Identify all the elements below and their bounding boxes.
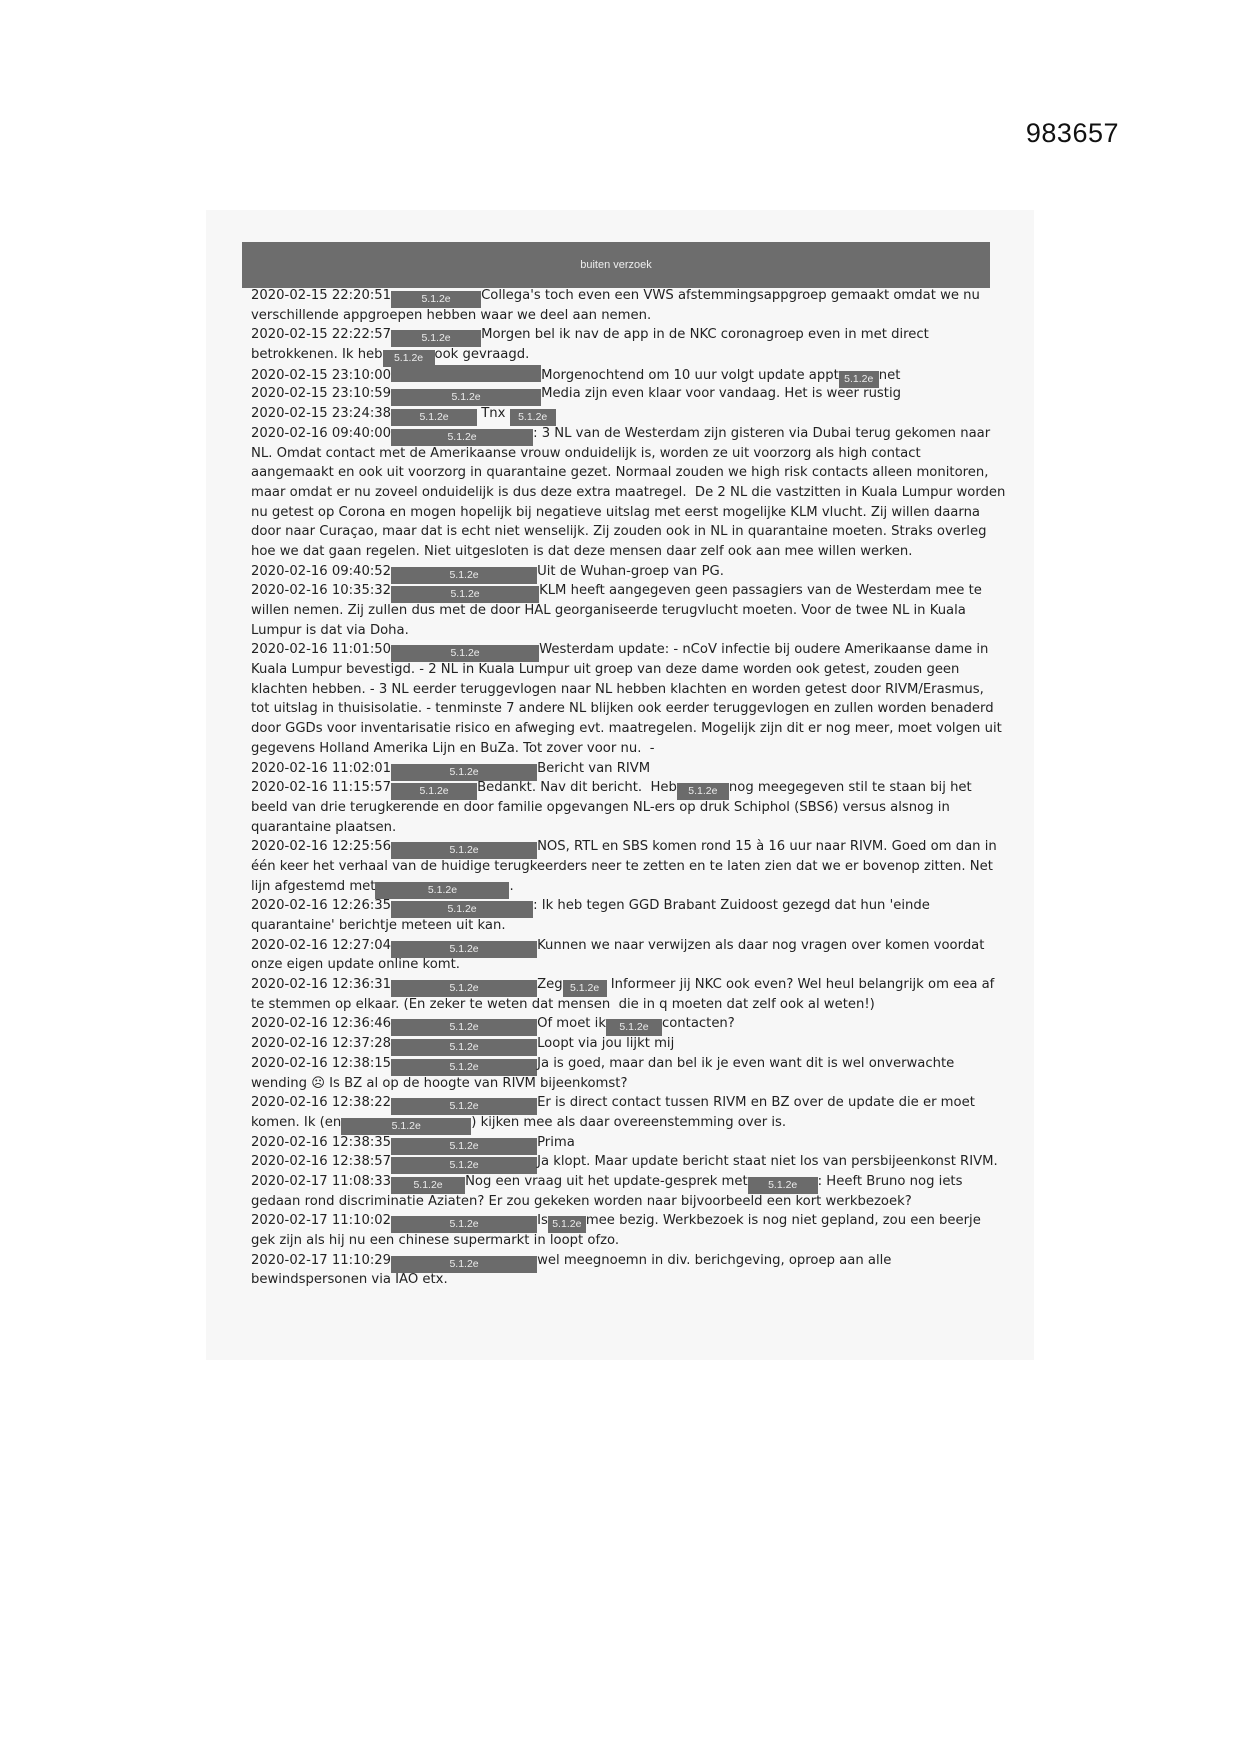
message-line <box>251 778 995 798</box>
message-line <box>251 818 995 838</box>
message-text: quarantaine' berichtje meteen uit kan. <box>251 918 506 933</box>
message-line <box>251 1074 995 1094</box>
message-text: 2020-02-16 10:35:32 <box>251 583 392 599</box>
message-text: gegevens Holland Amerika Lijn en BuZa. Tot zover voor nu. - <box>251 740 655 756</box>
message-line <box>251 306 995 326</box>
message-text: Er is direct contact tussen RIVM en BZ over de update die er moet <box>537 1095 975 1111</box>
message-text: Tnx <box>477 406 510 422</box>
message-text: lijn afgestemd met <box>251 878 376 894</box>
message-text: beeld van drie terugkerende en door familie opgevangen NL-ers op druk Schiphol (SBS6) versus alsnog in <box>251 799 950 815</box>
message-line <box>251 542 995 562</box>
redaction-box: 5.1.2e <box>391 1256 537 1273</box>
message-text: Lumpur is dat via Doha. <box>251 622 409 638</box>
message-text: Loopt via jou lijkt mij <box>537 1036 675 1052</box>
message-text: 2020-02-17 11:10:29 <box>251 1252 392 1268</box>
redaction-box: 5.1.2e <box>391 1157 537 1174</box>
message-line <box>251 1231 995 1251</box>
message-line <box>251 483 1006 503</box>
message-text: 2020-02-16 11:02:01 <box>251 760 392 776</box>
message-text: 2020-02-16 12:36:46 <box>251 1016 392 1032</box>
redaction-box: 5.1.2e <box>391 1019 537 1036</box>
message-text: willen nemen. Zij zullen dus met de door HAL georganiseerde terugvlucht moeten. Voor de twee NL in Kuala <box>251 603 966 618</box>
redaction-box: 5.1.2e <box>391 783 477 800</box>
message-line <box>251 286 995 306</box>
message-text: verschillende appgroepen hebben waar we deel aan nemen. <box>251 307 652 323</box>
redaction-box: 5.1.2e <box>839 371 879 388</box>
message-text: Collega's toch even een VWS afstemmingsappgroep gemaakt omdat we nu <box>481 288 980 303</box>
message-line <box>251 1270 995 1290</box>
message-text: 2020-02-16 09:40:52 <box>251 563 392 579</box>
message-text: tot uitslag in thuisisolatie. - tenminste 7 andere NL blijken ook eerder teruggevlogen en zullen worden benaderd <box>251 701 994 717</box>
message-line <box>251 719 1002 739</box>
message-line <box>251 896 995 916</box>
message-line <box>251 955 995 975</box>
message-text: 2020-02-16 12:25:56 <box>251 839 392 855</box>
message-line <box>251 444 995 464</box>
message-line <box>251 404 995 424</box>
message-text: 2020-02-16 12:38:57 <box>251 1154 392 1170</box>
redaction-box: 5.1.2e <box>391 567 537 584</box>
redaction-box: 5.1.2e <box>391 330 481 347</box>
message-line <box>251 562 995 582</box>
message-text: Westerdam update: - nCoV infectie bij oudere Amerikaanse dame in <box>539 642 989 658</box>
message-text: net <box>878 367 901 383</box>
message-line <box>251 522 995 542</box>
message-text: KLM heeft aangegeven geen passagiers van de Westerdam mee te <box>539 583 982 599</box>
message-text: Of moet ik <box>537 1016 606 1032</box>
redaction-box: 5.1.2e <box>391 901 533 918</box>
message-text: mee bezig. Werkbezoek is nog niet gepland, zou een beerje <box>585 1213 981 1229</box>
message-line <box>251 384 995 404</box>
redaction-box: 5.1.2e <box>383 350 435 367</box>
message-text: Uit de Wuhan-groep van PG. <box>537 563 724 579</box>
message-text: 2020-02-16 12:38:35 <box>251 1134 392 1150</box>
redaction-box: 5.1.2e <box>391 1098 537 1115</box>
message-text: bewindspersonen via IAO etx. <box>251 1272 448 1288</box>
message-line <box>251 1251 995 1271</box>
message-line <box>251 739 995 759</box>
redaction-box: 5.1.2e <box>563 980 607 997</box>
message-line <box>251 345 995 365</box>
message-text: ook gevraagd. <box>434 347 530 363</box>
message-text: 2020-02-16 11:01:50 <box>251 642 392 658</box>
redaction-box: 5.1.2e <box>391 389 541 406</box>
message-text: 2020-02-15 22:22:57 <box>251 327 392 343</box>
message-text: : Heeft Bruno nog iets <box>817 1173 963 1189</box>
redaction-box: 5.1.2e <box>748 1177 818 1194</box>
redaction-box: 5.1.2e <box>391 842 537 859</box>
message-text: maar omdat er nu zoveel onduidelijk is dus deze extra maatregel. De 2 NL die vastzitten in Kuala Lumpur worden <box>251 484 1006 500</box>
message-text: : 3 NL van de Westerdam zijn gisteren via Dubai terug gekomen naar <box>533 425 991 441</box>
message-text: 2020-02-17 11:08:33 <box>251 1173 392 1189</box>
redaction-box: 5.1.2e <box>391 1177 465 1194</box>
redaction-box: 5.1.2e <box>391 409 477 426</box>
document-number: 983657 <box>1025 118 1119 148</box>
message-line <box>251 1034 995 1054</box>
redaction-box: 5.1.2e <box>510 409 556 426</box>
message-text: wel meegnoemn in div. berichgeving, oproep aan alle <box>537 1252 892 1268</box>
message-text: Is <box>537 1213 548 1229</box>
message-text: nog meegegeven stil te staan bij het <box>728 780 972 796</box>
chat-transcript <box>251 286 1006 1290</box>
message-line <box>251 640 995 660</box>
message-text: 2020-02-17 11:10:02 <box>251 1213 392 1229</box>
message-text: 2020-02-16 12:38:22 <box>251 1095 392 1111</box>
message-text: onze eigen update online komt. <box>251 957 460 973</box>
message-text: NOS, RTL en SBS komen rond 15 à 16 uur naar RIVM. Goed om dan in <box>537 839 997 855</box>
message-line <box>251 1172 995 1192</box>
message-line <box>251 857 995 877</box>
message-line <box>251 759 995 779</box>
message-text: klachten hebben. - 3 NL eerder teruggevlogen naar NL hebben klachten en worden getest door RIVM/Erasmus, <box>251 681 984 697</box>
message-text: Zeg <box>537 977 563 993</box>
message-text: Informeer jij NKC ook even? Wel heul belangrijk om eea af <box>606 977 995 993</box>
message-text: hoe we dat gaan regelen. Niet uitgesloten is dat deze mensen daar zelf ook aan mee willen werken. <box>251 543 913 559</box>
message-line <box>251 1113 995 1133</box>
redaction-box: 5.1.2e <box>391 1039 537 1056</box>
message-line <box>251 995 995 1015</box>
message-line <box>251 1152 998 1172</box>
message-text: aangemaakt en ook uit voorzorg in quarantaine gezet. Normaal zouden we high risk contacts alleen monitoren, <box>251 465 989 481</box>
redaction-box: 5.1.2e <box>391 1059 537 1076</box>
message-text: Morgenochtend om 10 uur volgt update appt <box>541 367 839 383</box>
redaction-box: 5.1.2e <box>606 1019 662 1036</box>
redaction-box: 5.1.2e <box>548 1216 586 1233</box>
redaction-box: 5.1.2e <box>391 941 537 958</box>
message-text: 2020-02-16 12:37:28 <box>251 1036 392 1052</box>
message-line <box>251 1093 995 1113</box>
message-line <box>251 877 995 897</box>
message-line <box>251 503 995 523</box>
message-line <box>251 798 995 818</box>
message-text: wending ☹ Is BZ al op de hoogte van RIVM bijeenkomst? <box>251 1075 628 1091</box>
message-text: gek zijn als hij nu een chinese supermarkt in loopt ofzo. <box>251 1233 620 1248</box>
message-text: Media zijn even klaar voor vandaag. Het is weer rustig <box>541 386 902 402</box>
message-text: Ja klopt. Maar update bericht staat niet los van persbijeenkonst RIVM. <box>537 1154 998 1170</box>
message-text: te stemmen op elkaar. (En zeker te weten dat mensen die in q moeten dat zelf ook al weten!) <box>251 996 875 1012</box>
message-line <box>251 936 995 956</box>
message-text: 2020-02-15 23:10:59 <box>251 386 392 402</box>
message-text: door naar Curaçao, maar dat is echt niet wenselijk. Zij zouden ook in NL in quarantaine moeten. Straks overleg <box>251 524 987 540</box>
message-line <box>251 601 995 621</box>
message-line <box>251 975 995 995</box>
message-text: 2020-02-16 12:36:31 <box>251 977 392 993</box>
message-text: 2020-02-16 12:38:15 <box>251 1055 392 1071</box>
redacted-header-bar: buiten verzoek <box>242 242 990 288</box>
message-text: 2020-02-15 22:20:51 <box>251 288 392 303</box>
redaction-box: 5.1.2e <box>391 1216 537 1233</box>
message-text: . <box>509 878 514 894</box>
message-text: 2020-02-15 23:10:00 <box>251 367 392 383</box>
message-text: Prima <box>537 1134 575 1150</box>
redaction-box: 5.1.2e <box>391 291 481 308</box>
message-line <box>251 581 995 601</box>
message-text: 2020-02-16 09:40:00 <box>251 425 392 441</box>
message-line <box>251 424 995 444</box>
message-line <box>251 680 995 700</box>
redaction-box: 5.1.2e <box>391 764 537 781</box>
message-line <box>251 365 995 385</box>
message-text: 2020-02-16 12:27:04 <box>251 937 392 953</box>
message-text: Kunnen we naar verwijzen als daar nog vragen over komen voordat <box>537 937 985 953</box>
message-line <box>251 463 995 483</box>
message-text: gedaan rond discriminatie Aziaten? Er zou gekeken worden naar bijvoorbeeld een kort werkbezoek? <box>251 1193 912 1209</box>
message-text: komen. Ik (en <box>251 1114 342 1130</box>
redaction-box: 5.1.2e <box>341 1118 471 1135</box>
message-text: Morgen bel ik nav de app in de NKC coronagroep even in met direct <box>481 327 929 343</box>
redaction-box <box>391 365 541 382</box>
message-text: ) kijken mee als daar overeenstemming over is. <box>471 1114 787 1130</box>
message-line <box>251 1211 995 1231</box>
message-line <box>251 1054 995 1074</box>
message-text: 2020-02-16 11:15:57 <box>251 780 392 796</box>
message-text: Kuala Lumpur bevestigd. - 2 NL in Kuala Lumpur uit groep van deze dame worden ook getest, zouden geen <box>251 662 960 678</box>
message-text: quarantaine plaatsen. <box>251 819 397 835</box>
message-text: Ja is goed, maar dan bel ik je even want dit is wel onverwachte <box>537 1055 955 1071</box>
message-text: één keer het verhaal van de huidige terugkeerders neer te zetten en te laten zien dat we er bovenop zitten. Net <box>251 858 993 874</box>
message-line <box>251 621 995 641</box>
redaction-box: 5.1.2e <box>391 586 539 603</box>
message-text: betrokkenen. Ik heb <box>251 347 383 363</box>
message-line <box>251 1192 995 1212</box>
message-text: Nog een vraag uit het update-gesprek met <box>465 1173 748 1189</box>
redaction-box: 5.1.2e <box>391 1138 537 1155</box>
message-text: 2020-02-16 12:26:35 <box>251 898 392 914</box>
message-line <box>251 1014 995 1034</box>
redaction-box: 5.1.2e <box>677 783 729 800</box>
redaction-box: 5.1.2e <box>391 645 539 662</box>
message-line <box>251 660 995 680</box>
message-line <box>251 699 995 719</box>
message-text: nu getest op Corona en mogen hopelijk bij negatieve uitslag met eerst mogelijke KLM vlucht. Zij willen daarna <box>251 504 981 520</box>
redaction-box: 5.1.2e <box>375 882 509 899</box>
message-text: : Ik heb tegen GGD Brabant Zuidoost gezegd dat hun 'einde <box>533 898 930 914</box>
message-text: Bericht van RIVM <box>537 760 651 776</box>
message-line <box>251 837 995 857</box>
message-text: NL. Omdat contact met de Amerikaanse vrouw onduidelijk is, worden ze uit voorzorg als high contact <box>251 445 921 461</box>
message-line <box>251 1133 995 1153</box>
message-text: 2020-02-15 23:24:38 <box>251 406 392 422</box>
message-text: Bedankt. Nav dit bericht. Heb <box>477 780 677 796</box>
message-line <box>251 916 995 936</box>
message-line <box>251 325 995 345</box>
message-text: door GGDs voor inventarisatie risico en afweging evt. maatregelen. Mogelijk zijn dit er nog meer, moet volgen uit <box>251 721 1002 737</box>
redaction-box: 5.1.2e <box>391 980 537 997</box>
message-text: contacten? <box>661 1016 735 1032</box>
redaction-box: 5.1.2e <box>391 429 533 446</box>
